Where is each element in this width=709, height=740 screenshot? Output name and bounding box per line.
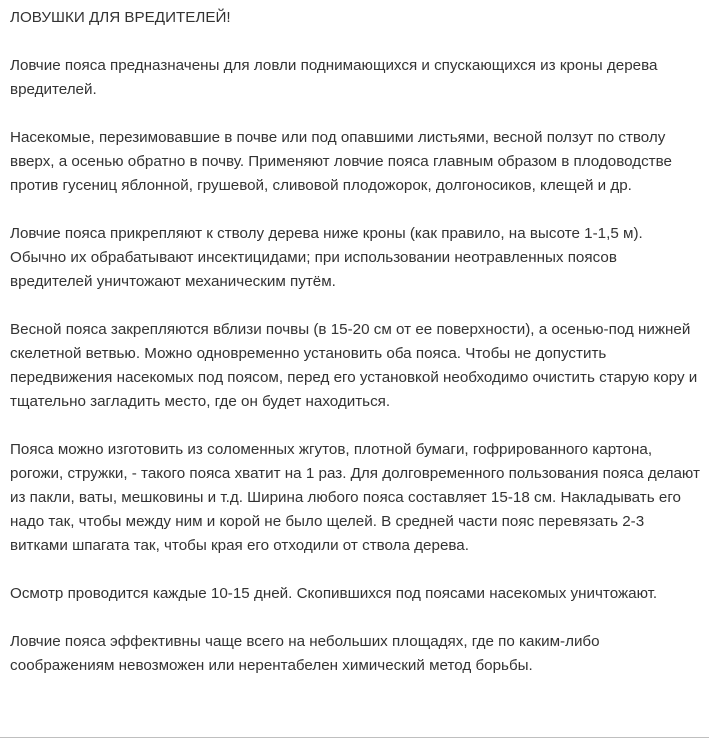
paragraph-insects: Насекомые, перезимовавшие в почве или под опавшими листьями, весной ползут по стволу вверх, а осенью обратно в почву. Применяют ловчие пояса главным образом в плодоводстве против гусениц яблонной, грушевой, сливовой плодожорок, долгоносиков, клещей и др. [10, 129, 672, 194]
paragraph-seasonal-placement: Весной пояса закрепляются вблизи почвы (в 15-20 см от ее поверхности), а осенью-под нижней скелетной ветвью. Можно одновременно установить оба пояса. Чтобы не допустить передвижения насекомых под поясом, перед его установкой необходимо очистить старую кору и тщательно загладить место, где он будет находиться. [10, 321, 698, 410]
article-title: ЛОВУШКИ ДЛЯ ВРЕДИТЕЛЕЙ! [10, 9, 231, 26]
paragraph-purpose: Ловчие пояса предназначены для ловли поднимающихся и спускающихся из кроны дерева вредителей. [10, 57, 658, 98]
article-body [10, 0, 702, 678]
paragraph-inspection: Осмотр проводится каждые 10-15 дней. Скопившихся под поясами насекомых уничтожают. [10, 585, 658, 602]
paragraph-materials: Пояса можно изготовить из соломенных жгутов, плотной бумаги, гофрированного картона, рогожи, стружки, - такого пояса хватит на 1 раз. Для долговременного пользования пояса делают из пакли, ваты, мешковины и т.д. Ширина любого пояса составляет 15-18 см. Накладывать его надо так, чтобы между ним и корой не было щелей. В средней части пояс перевязать 2-3 витками шпагата так, чтобы края его отходили от ствола дерева. [10, 441, 700, 554]
bottom-divider [0, 737, 709, 738]
paragraph-attachment: Ловчие пояса прикрепляют к стволу дерева ниже кроны (как правило, на высоте 1-1,5 м). Обычно их обрабатывают инсектицидами; при использовании неотравленных поясов вредителей уничтожают механическим путём. [10, 225, 643, 290]
paragraph-effectiveness: Ловчие пояса эффективны чаще всего на небольших площадях, где по каким-либо соображениям невозможен или нерентабелен химический метод борьбы. [10, 633, 600, 674]
